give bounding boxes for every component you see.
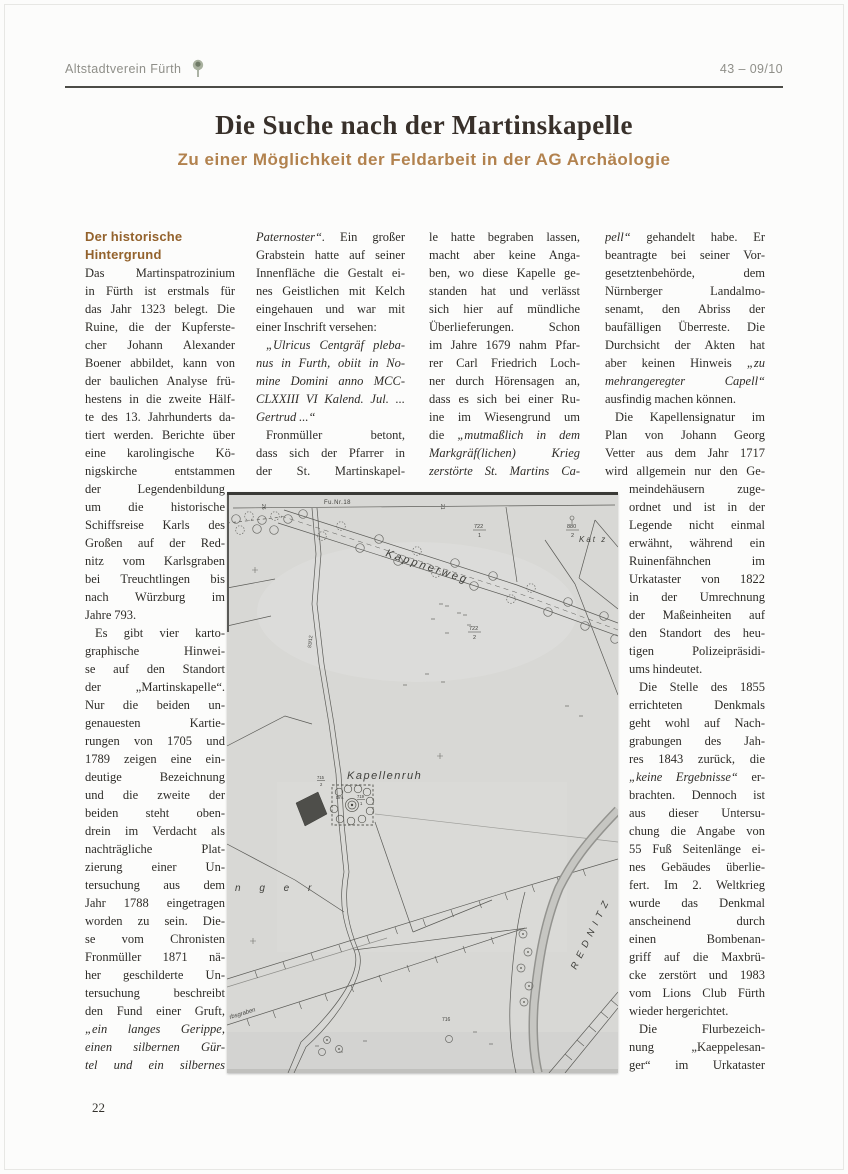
text-line: aber keinen Hinweis „zu xyxy=(605,356,765,370)
text-column-2 xyxy=(256,228,405,480)
text-line: hestens in die zweite Hälf- xyxy=(85,392,235,406)
tree-pin-icon xyxy=(191,59,205,79)
text-line: Die Flurbezeich- xyxy=(639,1022,765,1036)
text-line: gesetztenbehörde, dem xyxy=(605,266,765,280)
text-line: die „mutmaßlich in dem xyxy=(429,428,580,442)
text-line: und die zweite der xyxy=(85,788,225,802)
text-line: errichteten Denkmals xyxy=(629,698,765,712)
text-line: pell“ gehandelt habe. Er xyxy=(605,230,765,244)
text-line: Fronmüller 1871 nä- xyxy=(85,950,225,964)
text-line: um die historische xyxy=(85,500,225,514)
text-line: brachten. Dennoch ist xyxy=(629,788,765,802)
svg-text:722: 722 xyxy=(474,524,484,530)
text-line: nes Gebäudes überlie- xyxy=(629,860,765,874)
svg-text:880: 880 xyxy=(567,524,577,530)
svg-text:722: 722 xyxy=(469,626,479,632)
text-line: senamt, den Abriss der xyxy=(605,302,765,316)
text-line: Jahr 1788 eingetragen xyxy=(85,896,225,910)
text-line: CLXXIII VI Kalend. Jul. ... xyxy=(256,392,405,406)
text-line: 55 Fuß Seitenlänge ei- xyxy=(629,842,765,856)
text-line: der St. Martinskapel- xyxy=(256,464,405,478)
text-line: macht aber keine Anga- xyxy=(429,248,580,262)
text-line: Überlieferungen. Schon xyxy=(429,320,580,334)
text-line: ine im Wiesengrund um xyxy=(429,410,580,424)
text-line: drein im Verdacht als xyxy=(85,824,225,838)
text-line: nes Geistlichen mit Kelch xyxy=(256,284,405,298)
svg-text:2: 2 xyxy=(473,635,477,641)
text-line: Jahre 793. xyxy=(85,608,137,622)
text-column-1 xyxy=(85,228,235,1074)
text-line: zierung einer Un- xyxy=(85,860,225,874)
frame-tick-mid: 21 xyxy=(439,504,445,510)
text-line: tigen Polizeipräsidi- xyxy=(629,644,765,658)
text-line: Ruinenfähnchen im xyxy=(629,554,765,568)
paragraph xyxy=(629,1020,765,1074)
text-line: anscheinend durch xyxy=(629,914,765,928)
spot-height-label: 716 xyxy=(442,1017,451,1023)
text-line: Markgräf(lichen) Krieg xyxy=(429,446,580,460)
text-line: Das Martinspatrozinium xyxy=(85,266,235,280)
text-line: meindehäusern zuge- xyxy=(629,482,765,496)
text-line: baufälligen Überreste. Die xyxy=(605,320,765,334)
text-line: cher Johann Alexander xyxy=(85,338,235,352)
text-line: bei Treuchtlingen bis xyxy=(85,572,225,586)
text-line: nigskirche entstammen xyxy=(85,464,235,478)
text-line: Schiffsreise Karls des xyxy=(85,518,225,532)
text-line: Paternoster“. Ein großer xyxy=(256,230,405,244)
text-line: wird allgemein nur den Ge- xyxy=(605,464,765,478)
text-line: nitz vom Karlsgraben xyxy=(85,554,225,568)
partial-place-label: Kat z xyxy=(579,535,608,544)
text-line: cke zerstört und 1983 xyxy=(629,968,765,982)
text-line: se vom Chronisten xyxy=(85,932,225,946)
text-line: Großen auf der Red- xyxy=(85,536,225,550)
text-line: der Legendenbildung xyxy=(85,482,225,496)
text-line: rer Carl Friedrich Loch- xyxy=(429,356,580,370)
text-line: nachträgliche Plat- xyxy=(85,842,225,856)
text-line: wieder hergerichtet. xyxy=(629,1004,729,1018)
text-line: Es gibt vier karto- xyxy=(95,626,225,640)
text-line: Nur die beiden un- xyxy=(85,698,225,712)
text-line: dass sich der Pfarrer in xyxy=(256,446,405,460)
text-line: chung die Angabe von xyxy=(629,824,765,838)
text-line: mine Domini anno MCC- xyxy=(256,374,405,388)
paragraph xyxy=(85,264,235,480)
header-rule xyxy=(65,86,783,88)
text-line: worden zu sein. Die- xyxy=(85,914,225,928)
text-line: graphische Hinwei- xyxy=(85,644,225,658)
text-line: ger“ im Urkataster xyxy=(629,1058,765,1072)
svg-text:1: 1 xyxy=(478,533,482,539)
page-header xyxy=(65,58,783,80)
text-line: Legende nicht einmal xyxy=(629,518,765,532)
paragraph xyxy=(429,228,580,480)
text-line: der Maßeinheiten auf xyxy=(629,608,765,622)
text-line: aus dieser Untersu- xyxy=(629,806,765,820)
text-line: beantragte bei seiner Vor- xyxy=(605,248,765,262)
text-line: fert. Im 2. Weltkrieg xyxy=(629,878,765,892)
text-line: Durchsicht der Akten hat xyxy=(605,338,765,352)
text-line: deutige Bezeichnung xyxy=(85,770,225,784)
text-line: den Fund einer Gruft, xyxy=(85,1004,225,1018)
text-line: rungen von 1705 und xyxy=(85,734,225,748)
text-line: Grabstein hatte auf seiner xyxy=(256,248,405,262)
text-line: Die Kapellensignatur im xyxy=(615,410,765,424)
site-name-label: Kapellenruh xyxy=(347,770,423,782)
text-line: Gertrud ...“ xyxy=(256,410,316,424)
text-line: beiden steht oben- xyxy=(85,806,225,820)
text-line: nus in Furth, obiit in No- xyxy=(256,356,405,370)
text-line: eine karolingische Kö- xyxy=(85,446,235,460)
text-line: te des 13. Jahrhunderts da- xyxy=(85,410,235,424)
text-line: tiert werden. Berichte über xyxy=(85,428,235,442)
svg-text:2: 2 xyxy=(320,782,323,787)
text-line: einen silbernen Gür- xyxy=(85,1040,225,1054)
text-line: tersuchung beschreibt xyxy=(85,986,225,1000)
text-line: ordnet und ist in der xyxy=(629,500,765,514)
text-line: res 1843 zurück, die xyxy=(629,752,765,766)
text-line: „Ulricus Centgräf pleba- xyxy=(266,338,405,352)
text-line: der „Martinskapelle“. xyxy=(85,680,225,694)
road-name-label: Kappnerweg xyxy=(384,547,471,587)
text-line: einen Bombenan- xyxy=(629,932,765,946)
text-line: Innenfläche die Gestalt ei- xyxy=(256,266,405,280)
text-line: wurde das Denkmal xyxy=(629,896,765,910)
field-name-letters: n g e r xyxy=(235,883,320,894)
text-line: nung „Kaeppelesan- xyxy=(629,1040,765,1054)
text-line: griff auf die Maxbrü- xyxy=(629,950,765,964)
text-line: Urkataster von 1822 xyxy=(629,572,765,586)
paragraph xyxy=(605,228,765,408)
paragraph xyxy=(629,678,765,1020)
frame-tick-left: 26 xyxy=(260,504,266,510)
text-line: ausfindig machen können. xyxy=(605,392,736,406)
header-issue-number: 43 – 09/10 xyxy=(719,62,783,76)
text-line: Plan von Johann Georg xyxy=(605,428,765,442)
text-line: einer Inschrift versehen: xyxy=(256,320,377,334)
text-column-4 xyxy=(605,228,765,1074)
paragraph xyxy=(256,426,405,480)
text-line: Boener abbildet, kann von xyxy=(85,356,235,370)
text-line: dass es sich bei einer Ru- xyxy=(429,392,580,406)
text-line: geht wohl auf Nach- xyxy=(629,716,765,730)
text-line: se auf den Standort xyxy=(85,662,225,676)
text-line: sich hier auf mündliche xyxy=(429,302,580,316)
text-line: her geschilderte Un- xyxy=(85,968,225,982)
article-subtitle: Zu einer Möglichkeit der Feldarbeit in der AG Archäologie xyxy=(177,150,671,169)
text-line: ums hindeutet. xyxy=(629,662,703,676)
paragraph xyxy=(85,480,225,624)
text-line: Ruine, die der Kupferste- xyxy=(85,320,235,334)
header-left-text: Altstadtverein Fürth xyxy=(65,62,182,76)
cadastral-map xyxy=(227,492,618,1073)
page-number: 22 xyxy=(92,1100,105,1115)
paragraph xyxy=(256,336,405,426)
text-line: erwähnt, während ein xyxy=(629,536,765,550)
text-line: das Jahr 1323 belegt. Die xyxy=(85,302,235,316)
svg-text:719: 719 xyxy=(357,794,364,799)
monument-abbrev-label: Dm. xyxy=(336,795,345,800)
text-line: im Jahre 1679 nahm Pfar- xyxy=(429,338,580,352)
section-heading: Der historische Hintergrund xyxy=(85,229,183,262)
text-line: in der Umrechnung xyxy=(629,590,765,604)
text-line: le hatte begraben lassen, xyxy=(429,230,580,244)
text-line: Nürnberger Landalmo- xyxy=(605,284,765,298)
text-line: 1789 zeigen eine ein- xyxy=(85,752,225,766)
text-line: Fronmüller betont, xyxy=(266,428,405,442)
article-title: Die Suche nach der Martinskapelle xyxy=(215,110,633,140)
text-line: Vetter aus dem Jahr 1717 xyxy=(605,446,765,460)
text-line: standen hat und verlässt xyxy=(429,284,580,298)
paragraph xyxy=(256,228,405,336)
text-line: zerstörte St. Martins Ca- xyxy=(429,464,580,478)
text-line: nach Würzburg im xyxy=(85,590,225,604)
text-line: in Fürth ist erstmals für xyxy=(85,284,235,298)
text-column-3 xyxy=(429,228,580,480)
paragraph xyxy=(629,480,765,678)
text-line: eingehauen und war mit xyxy=(256,302,405,316)
text-line: ben, wo diese Kapelle ge- xyxy=(429,266,580,280)
text-line: der baulichen Analyse frü- xyxy=(85,374,235,388)
text-line: den Standort des heu- xyxy=(629,626,765,640)
river-name-label: REDNITZ xyxy=(568,894,614,972)
ditch-name-label: rbsgraben xyxy=(228,1007,257,1021)
text-line: vom Lions Club Fürth xyxy=(629,986,765,1000)
svg-text:2: 2 xyxy=(571,533,575,539)
svg-text:715: 715 xyxy=(317,775,324,780)
path-parcel-label: 83/12 xyxy=(307,635,315,649)
text-line: mehrangeregter Capell“ xyxy=(605,374,765,388)
paragraph xyxy=(85,624,225,1074)
text-line: „keine Ergebnisse“ er- xyxy=(629,770,765,784)
text-line: tel und ein silbernes xyxy=(85,1058,225,1072)
svg-text:1: 1 xyxy=(360,801,363,806)
text-line: tersuchung aus dem xyxy=(85,878,225,892)
text-line: Die Stelle des 1855 xyxy=(639,680,765,694)
text-line: grabungen des Jah- xyxy=(629,734,765,748)
text-line: ner durch Hörensagen an, xyxy=(429,374,580,388)
plot-number-label: Fu.Nr.18 xyxy=(324,500,352,506)
text-line: genauesten Kartie- xyxy=(85,716,225,730)
text-line: „ein langes Gerippe, xyxy=(85,1022,225,1036)
paragraph xyxy=(605,408,765,480)
